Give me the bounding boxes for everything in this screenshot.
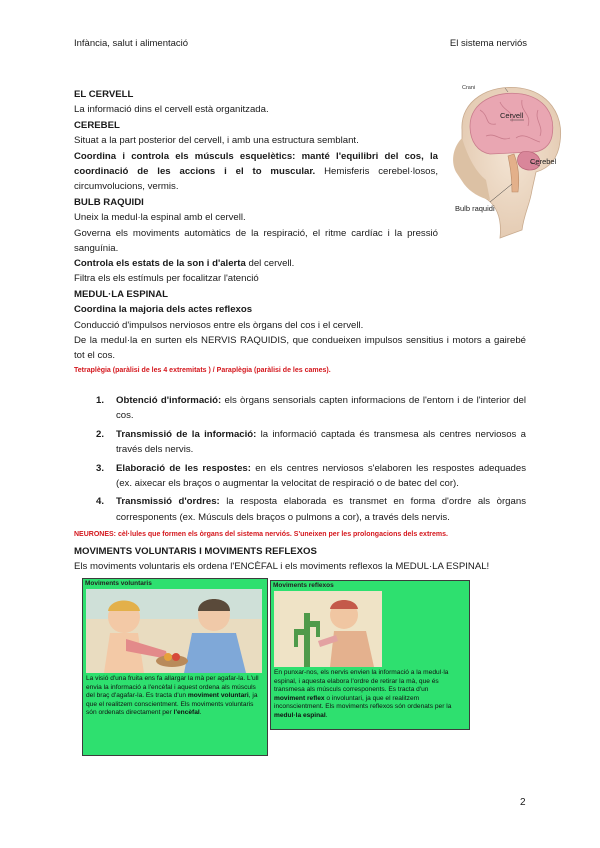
card-voluntary-movements bbox=[82, 578, 268, 756]
label-bulb: Bulb raquidi bbox=[455, 204, 495, 213]
card-reflex-text: En punxar-nos, els nervis envien la informació a la medul·la espinal, i aquesta elabora l'ordre de retirar la mà, que és transmesa als músculs corresponents. Es tracta d'un moviment reflex o involuntari, ja que el realitzem inconscientment. Els moviments reflexos són ordenats per la medul·la espinal. bbox=[274, 669, 452, 719]
card-voluntary-text: La visió d'una fruita ens fa allargar la mà per agafar-la. L'ull envia la informació a l'encèfal i aquest ordena als músculs del braç d'agafar-la. Es tracta d'un moviment voluntari, ja que el realitzem conscientment. Els moviments voluntaris són ordenats directament per l'encèfal. bbox=[86, 675, 259, 717]
medulla-bold: Coordina la majoria dels actes reflexos bbox=[74, 304, 253, 316]
step-item: 4. Transmissió d'ordres: la resposta elaborada es transmet en forma d'ordre als òrgans corresponents (ex. Músculs dels braços o pulmons a cor), a través dels nervis. bbox=[96, 496, 526, 523]
header-left: Infància, salut i alimentació bbox=[74, 38, 189, 49]
bulb-line-3-rest: del cervell. bbox=[245, 258, 295, 269]
section-title-cerebel: CEREBEL bbox=[74, 119, 120, 131]
label-cervell: Cervell bbox=[500, 111, 524, 120]
section-title-medulla: MEDUL·LA ESPINAL bbox=[74, 288, 168, 300]
step-item: 3. Elaboració de les respostes: en els centres nerviosos s'elaboren les respostes adequades (ex. aixecar els braços o augmentar la velocitat de respiració o de batec del cor). bbox=[96, 462, 526, 490]
cervell-shape bbox=[470, 93, 553, 154]
brain-illustration bbox=[440, 80, 568, 244]
moviments-text: Els moviments voluntaris els ordena l'ENCÈFAL i els moviments reflexos la MEDUL·LA ESPINAL! bbox=[74, 561, 490, 573]
card-voluntary-title: Moviments voluntaris bbox=[85, 580, 152, 587]
card-reflex-movements bbox=[270, 580, 470, 730]
section-title-moviments: MOVIMENTS VOLUNTARIS I MOVIMENTS REFLEXOS bbox=[74, 546, 317, 557]
medulla-line-1: Conducció d'impulsos nerviosos entre els òrgans del cos i el cervell. bbox=[74, 319, 364, 331]
cerebel-function-bold: Coordina i controla els músculs esquelètics: manté l'equilibri del cos, la coordinació de les accions i el to muscular. bbox=[74, 150, 438, 178]
voluntary-illustration bbox=[86, 589, 262, 673]
bulb-line-4: Filtra els els estímuls per focalitzar l'atenció bbox=[74, 273, 259, 285]
medulla-line-2: De la medul·la en surten els NERVIS RAQUIDIS, que condueixen impulsos sensitius i motors a gairebé tot el cos. bbox=[74, 335, 526, 362]
cerebel-text: Situat a la part posterior del cervell, i amb una estructura semblant. bbox=[74, 135, 359, 147]
bulb-line-3-bold: Controla els estats de la son i d'alerta bbox=[74, 258, 246, 269]
cervell-section-top bbox=[74, 87, 438, 256]
red-note-neurones: NEURONES: cèl·lules que formen els òrgans del sistema nerviós. S'uneixen per les prolongacions dels extrems. bbox=[74, 531, 448, 539]
section-title-bulb: BULB RAQUIDI bbox=[74, 196, 144, 208]
steps-list bbox=[74, 393, 526, 525]
header-right: El sistema nerviós bbox=[449, 38, 527, 49]
bulb-line-1: Uneix la medul·la espinal amb el cervell. bbox=[74, 212, 246, 224]
cervell-section-bottom bbox=[74, 256, 526, 378]
reflex-illustration bbox=[274, 591, 382, 667]
section-title-cervell: EL CERVELL bbox=[74, 89, 134, 100]
label-cerebel: Cerebel bbox=[530, 157, 557, 166]
step-item: 2. Transmissió de la informació: la informació captada és transmesa als centres nerviosos a través dels nervis. bbox=[96, 428, 526, 456]
card-reflex-title: Moviments reflexos bbox=[273, 582, 334, 589]
steps-section bbox=[74, 393, 526, 542]
cervell-intro: La informació dins el cervell està organitzada. bbox=[74, 104, 269, 116]
bulb-line-2: Governa els moviments automàtics de la respiració, el ritme cardíac i la pressió sanguínia. bbox=[74, 227, 438, 255]
cerebel-function-rest: Hemisferis cerebel·losos, circumvolucions, vermis. bbox=[74, 166, 438, 193]
cerebel-function bbox=[74, 149, 438, 195]
page-number: 2 bbox=[520, 797, 526, 808]
red-note-paralysis: Tetraplègia (paràlisi de les 4 extremitats ) / Paraplègia (paràlisi de les cames). bbox=[74, 366, 331, 374]
label-crani: Crani bbox=[462, 85, 476, 91]
moviments-section bbox=[74, 544, 526, 575]
brain-figure bbox=[440, 80, 568, 244]
step-item: 1. Obtenció d'informació: els òrgans sensorials capten informacions de l'entorn i de l'interior del cos. bbox=[96, 395, 526, 422]
bulb-line-3 bbox=[74, 256, 526, 271]
